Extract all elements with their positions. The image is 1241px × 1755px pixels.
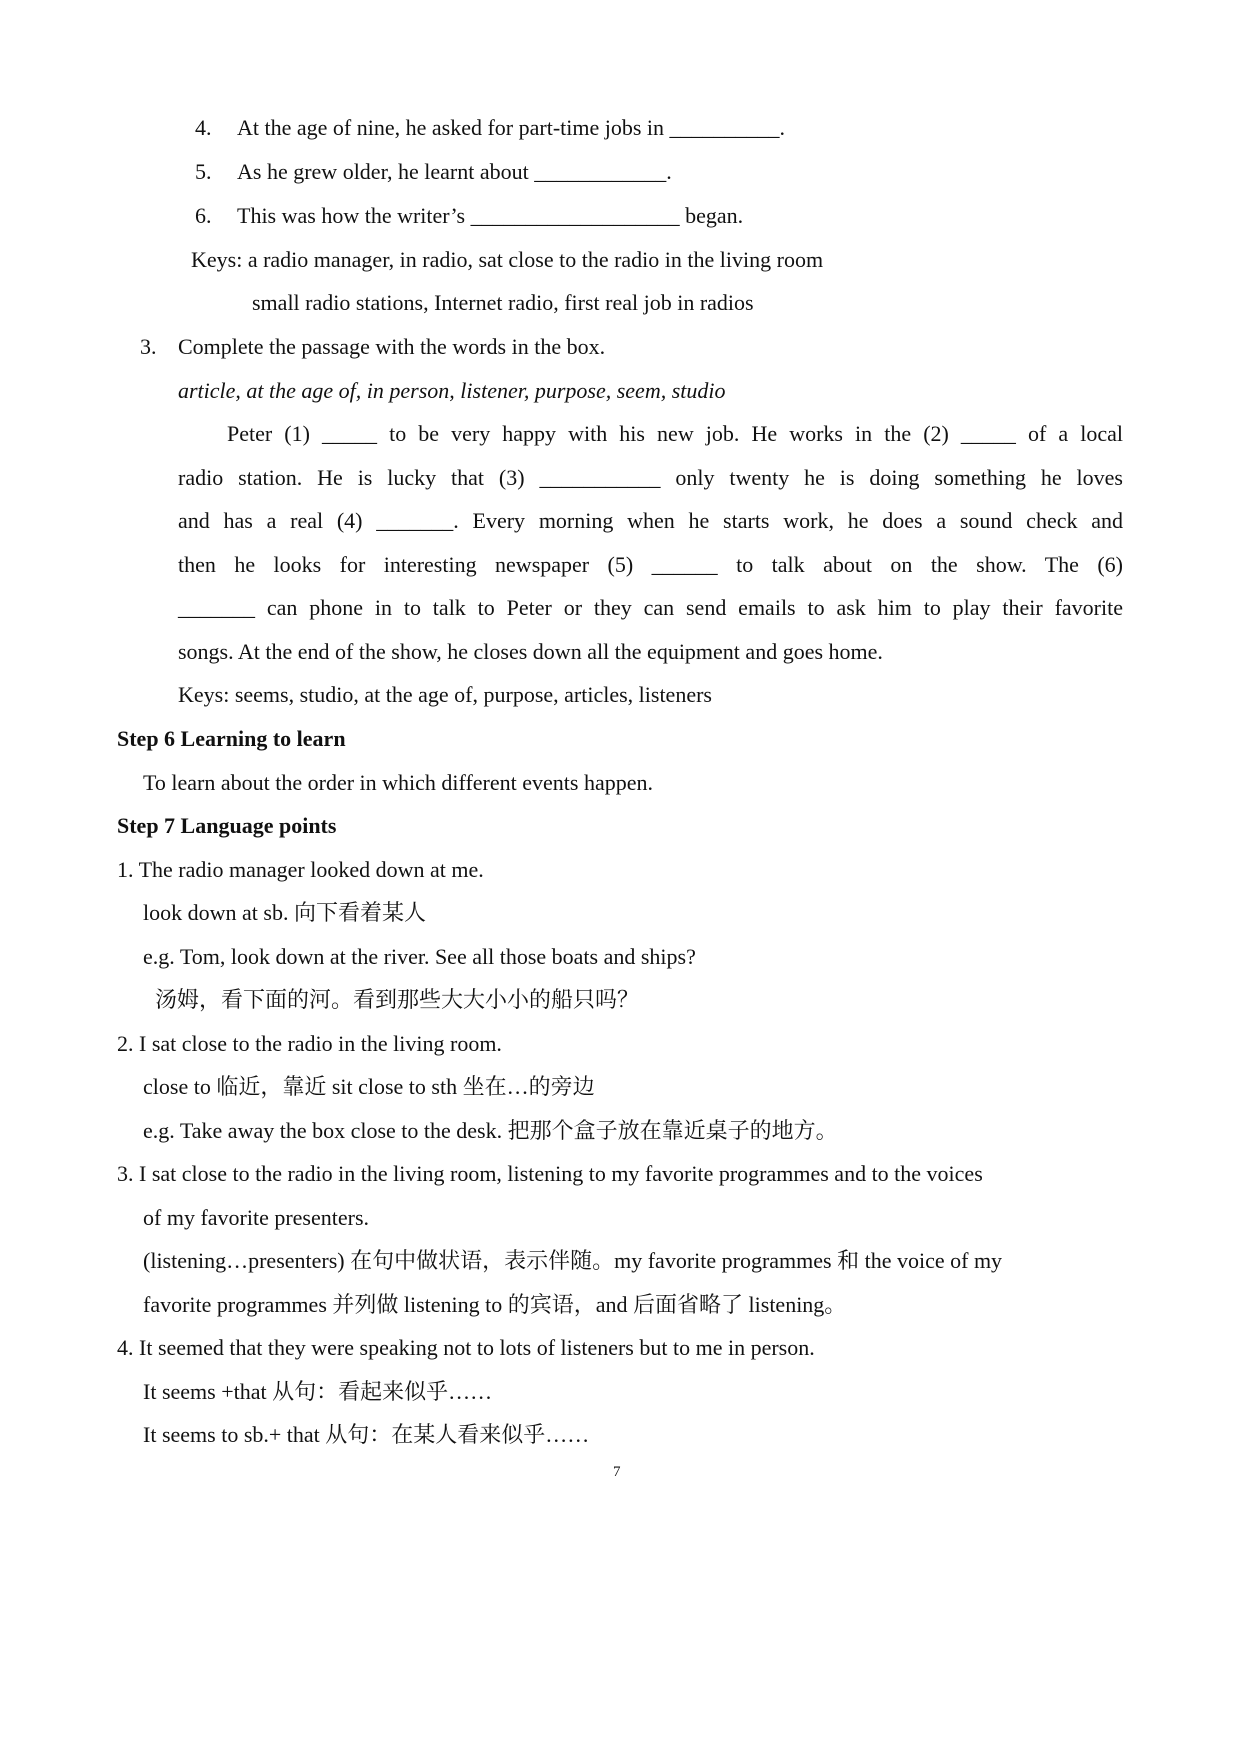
passage-line: radio station. He is lucky that (3) ___________ only twenty he is doing something he loves	[178, 465, 1123, 490]
fill-item	[195, 202, 743, 230]
language-note: It seems to sb.+ that 从句：在某人看来似乎……	[143, 1422, 590, 1447]
exercise-number: 3.	[140, 334, 157, 359]
language-point: 2. I sat close to the radio in the living room.	[117, 1031, 502, 1056]
keys-line: small radio stations, Internet radio, first real job in radios	[252, 290, 754, 315]
item-text: At the age of nine, he asked for part-time jobs in __________.	[237, 115, 786, 140]
word-box: article, at the age of, in person, listener, purpose, seem, studio	[178, 378, 726, 403]
section-heading: Step 7 Language points	[117, 813, 337, 838]
keys-line: Keys: seems, studio, at the age of, purpose, articles, listeners	[178, 682, 712, 707]
item-number: 5.	[195, 159, 212, 184]
passage-line: and has a real (4) _______. Every morning when he starts work, he does a sound check and	[178, 508, 1123, 533]
item-text: This was how the writer’s ___________________ began.	[237, 203, 744, 228]
example-sentence: e.g. Take away the box close to the desk. 把那个盒子放在靠近桌子的地方。	[143, 1118, 838, 1143]
language-point-continued: of my favorite presenters.	[143, 1205, 370, 1230]
language-point: 1. The radio manager looked down at me.	[117, 857, 484, 882]
passage-line: _______ can phone in to talk to Peter or they can send emails to ask him to play their favorite	[178, 595, 1123, 620]
language-point: 4. It seemed that they were speaking not to lots of listeners but to me in person.	[117, 1335, 815, 1360]
language-point: 3. I sat close to the radio in the living room, listening to my favorite programmes and to the voices	[117, 1161, 983, 1186]
passage-line: songs. At the end of the show, he closes down all the equipment and goes home.	[178, 639, 883, 664]
section-text: To learn about the order in which different events happen.	[143, 770, 653, 795]
item-text: As he grew older, he learnt about ____________.	[237, 159, 672, 184]
section-heading: Step 6 Learning to learn	[117, 726, 346, 751]
language-note: favorite programmes 并列做 listening to 的宾语，and 后面省略了 listening。	[143, 1292, 847, 1317]
instruction-text: Complete the passage with the words in the box.	[178, 334, 606, 359]
language-note: look down at sb. 向下看着某人	[143, 900, 426, 925]
example-translation: 汤姆，看下面的河。看到那些大大小小的船只吗？	[155, 987, 640, 1012]
keys-line: Keys: a radio manager, in radio, sat close to the radio in the living room	[191, 247, 824, 272]
fill-item	[195, 158, 672, 186]
language-note: It seems +that 从句：看起来似乎……	[143, 1379, 493, 1404]
item-number: 4.	[195, 115, 212, 140]
passage-line: then he looks for interesting newspaper (5) ______ to talk about on the show. The (6)	[178, 552, 1123, 577]
language-note: (listening…presenters) 在句中做状语，表示伴随。my favorite programmes 和 the voice of my	[143, 1248, 1003, 1273]
language-note: close to 临近，靠近 sit close to sth 坐在…的旁边	[143, 1074, 595, 1099]
exercise-instruction	[140, 333, 605, 361]
fill-item	[195, 114, 785, 142]
page-number: 7	[613, 1464, 621, 1480]
item-number: 6.	[195, 203, 212, 228]
passage-line: Peter (1) _____ to be very happy with his new job. He works in the (2) _____ of a local	[227, 421, 1123, 446]
example-sentence: e.g. Tom, look down at the river. See all those boats and ships?	[143, 944, 696, 969]
